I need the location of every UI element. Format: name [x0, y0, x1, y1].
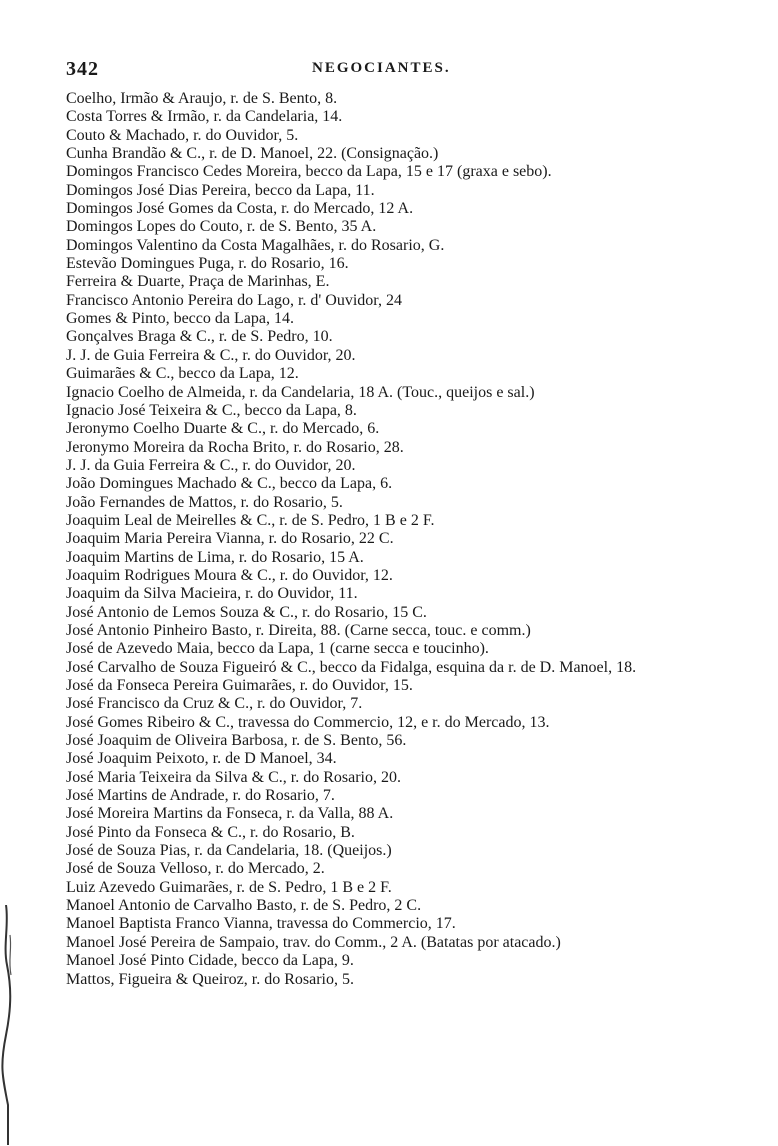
list-item: João Domingues Machado & C., becco da Lapa, 6. [66, 475, 393, 493]
list-item: Mattos, Figueira & Queiroz, r. do Rosario, 5. [66, 970, 354, 988]
binding-edge-mark [0, 905, 14, 1145]
list-item: Ignacio Coelho de Almeida, r. da Candelaria, 18 A. (Touc., queijos e sal.) [66, 383, 535, 401]
list-item: Jeronymo Coelho Duarte & C., r. do Mercado, 6. [66, 420, 380, 438]
list-item: Domingos José Gomes da Costa, r. do Mercado, 12 A. [66, 200, 414, 218]
page-header [66, 58, 466, 82]
list-item: Domingos José Dias Pereira, becco da Lapa, 11. [66, 181, 375, 199]
list-item: José da Fonseca Pereira Guimarães, r. do Ouvidor, 15. [66, 677, 413, 694]
list-item: Estevão Domingues Puga, r. do Rosario, 16. [66, 255, 349, 273]
list-item: José Antonio de Lemos Souza & C., r. do Rosario, 15 C. [66, 603, 427, 621]
list-item: J. J. de Guia Ferreira & C., r. do Ouvidor, 20. [66, 346, 356, 364]
list-item: Gonçalves Braga & C., r. de S. Pedro, 10. [66, 328, 333, 346]
list-item: Costa Torres & Irmão, r. da Candelaria, 14. [66, 108, 343, 126]
list-item: José Martins de Andrade, r. do Rosario, 7. [66, 787, 335, 805]
list-item: José de Azevedo Maia, becco da Lapa, 1 (carne secca e toucinho). [66, 640, 489, 658]
list-item: José Gomes Ribeiro & C., travessa do Commercio, 12, e r. do Mercado, 13. [66, 713, 550, 731]
list-item: José Joaquim de Oliveira Barbosa, r. de S. Bento, 56. [66, 732, 407, 750]
list-item: Joaquim Leal de Meirelles & C., r. de S. Pedro, 1 B e 2 F. [66, 511, 435, 529]
list-item: Joaquim da Silva Macieira, r. do Ouvidor, 11. [66, 585, 358, 603]
list-item: Jeronymo Moreira da Rocha Brito, r. do Rosario, 28. [66, 438, 404, 456]
page-number: 342 [66, 58, 99, 80]
list-item: José de Souza Pias, r. da Candelaria, 18. (Queijos.) [66, 842, 392, 860]
list-item: Gomes & Pinto, becco da Lapa, 14. [66, 310, 294, 328]
list-item: Domingos Lopes do Couto, r. de S. Bento, 35 A. [66, 218, 377, 236]
list-item: Manoel José Pereira de Sampaio, trav. do Comm., 2 A. (Batatas por atacado.) [66, 933, 561, 951]
list-item: José de Souza Velloso, r. do Mercado, 2. [66, 860, 325, 878]
list-item: Couto & Machado, r. do Ouvidor, 5. [66, 126, 299, 144]
list-item: José Joaquim Peixoto, r. de D Manoel, 34. [66, 750, 337, 768]
list-item: Ignacio José Teixeira & C., becco da Lapa, 8. [66, 401, 357, 419]
list-item: Cunha Brandão & C., r. de D. Manoel, 22. (Consignação.) [66, 145, 439, 163]
list-item: Ferreira & Duarte, Praça de Marinhas, E. [66, 273, 330, 291]
merchant-list [66, 90, 766, 989]
list-item: Francisco Antonio Pereira do Lago, r. d' Ouvidor, 24 [66, 291, 402, 309]
list-item: Joaquim Rodrigues Moura & C., r. do Ouvidor, 12. [66, 566, 393, 584]
running-title: NEGOCIANTES. [312, 60, 451, 76]
list-item: Coelho, Irmão & Araujo, r. de S. Bento, 8. [66, 90, 338, 107]
list-item: Guimarães & C., becco da Lapa, 12. [66, 365, 299, 383]
list-item: Manoel Baptista Franco Vianna, travessa do Commercio, 17. [66, 915, 456, 933]
list-item: J. J. da Guia Ferreira & C., r. do Ouvidor, 20. [66, 456, 356, 474]
list-item: José Antonio Pinheiro Basto, r. Direita, 88. (Carne secca, touc. e comm.) [66, 621, 531, 639]
list-item: José Pinto da Fonseca & C., r. do Rosario, B. [66, 823, 355, 841]
list-item: Domingos Francisco Cedes Moreira, becco da Lapa, 15 e 17 (graxa e sebo). [66, 163, 552, 181]
list-item: Domingos Valentino da Costa Magalhães, r. do Rosario, G. [66, 236, 445, 254]
list-item: João Fernandes de Mattos, r. do Rosario, 5. [66, 493, 343, 511]
list-item: Joaquim Maria Pereira Vianna, r. do Rosario, 22 C. [66, 530, 394, 548]
list-item: José Carvalho de Souza Figueiró & C., becco da Fidalga, esquina da r. de D. Manoel, 18. [66, 658, 637, 676]
list-item: Luiz Azevedo Guimarães, r. de S. Pedro, 1 B e 2 F. [66, 878, 392, 896]
list-item: Manoel Antonio de Carvalho Basto, r. de S. Pedro, 2 C. [66, 897, 422, 915]
list-item: José Moreira Martins da Fonseca, r. da Valla, 88 A. [66, 805, 394, 823]
list-item: José Maria Teixeira da Silva & C., r. do Rosario, 20. [66, 768, 401, 786]
list-item: Joaquim Martins de Lima, r. do Rosario, 15 A. [66, 548, 364, 566]
list-item: José Francisco da Cruz & C., r. do Ouvidor, 7. [66, 695, 363, 713]
list-item: Manoel José Pinto Cidade, becco da Lapa, 9. [66, 952, 354, 970]
